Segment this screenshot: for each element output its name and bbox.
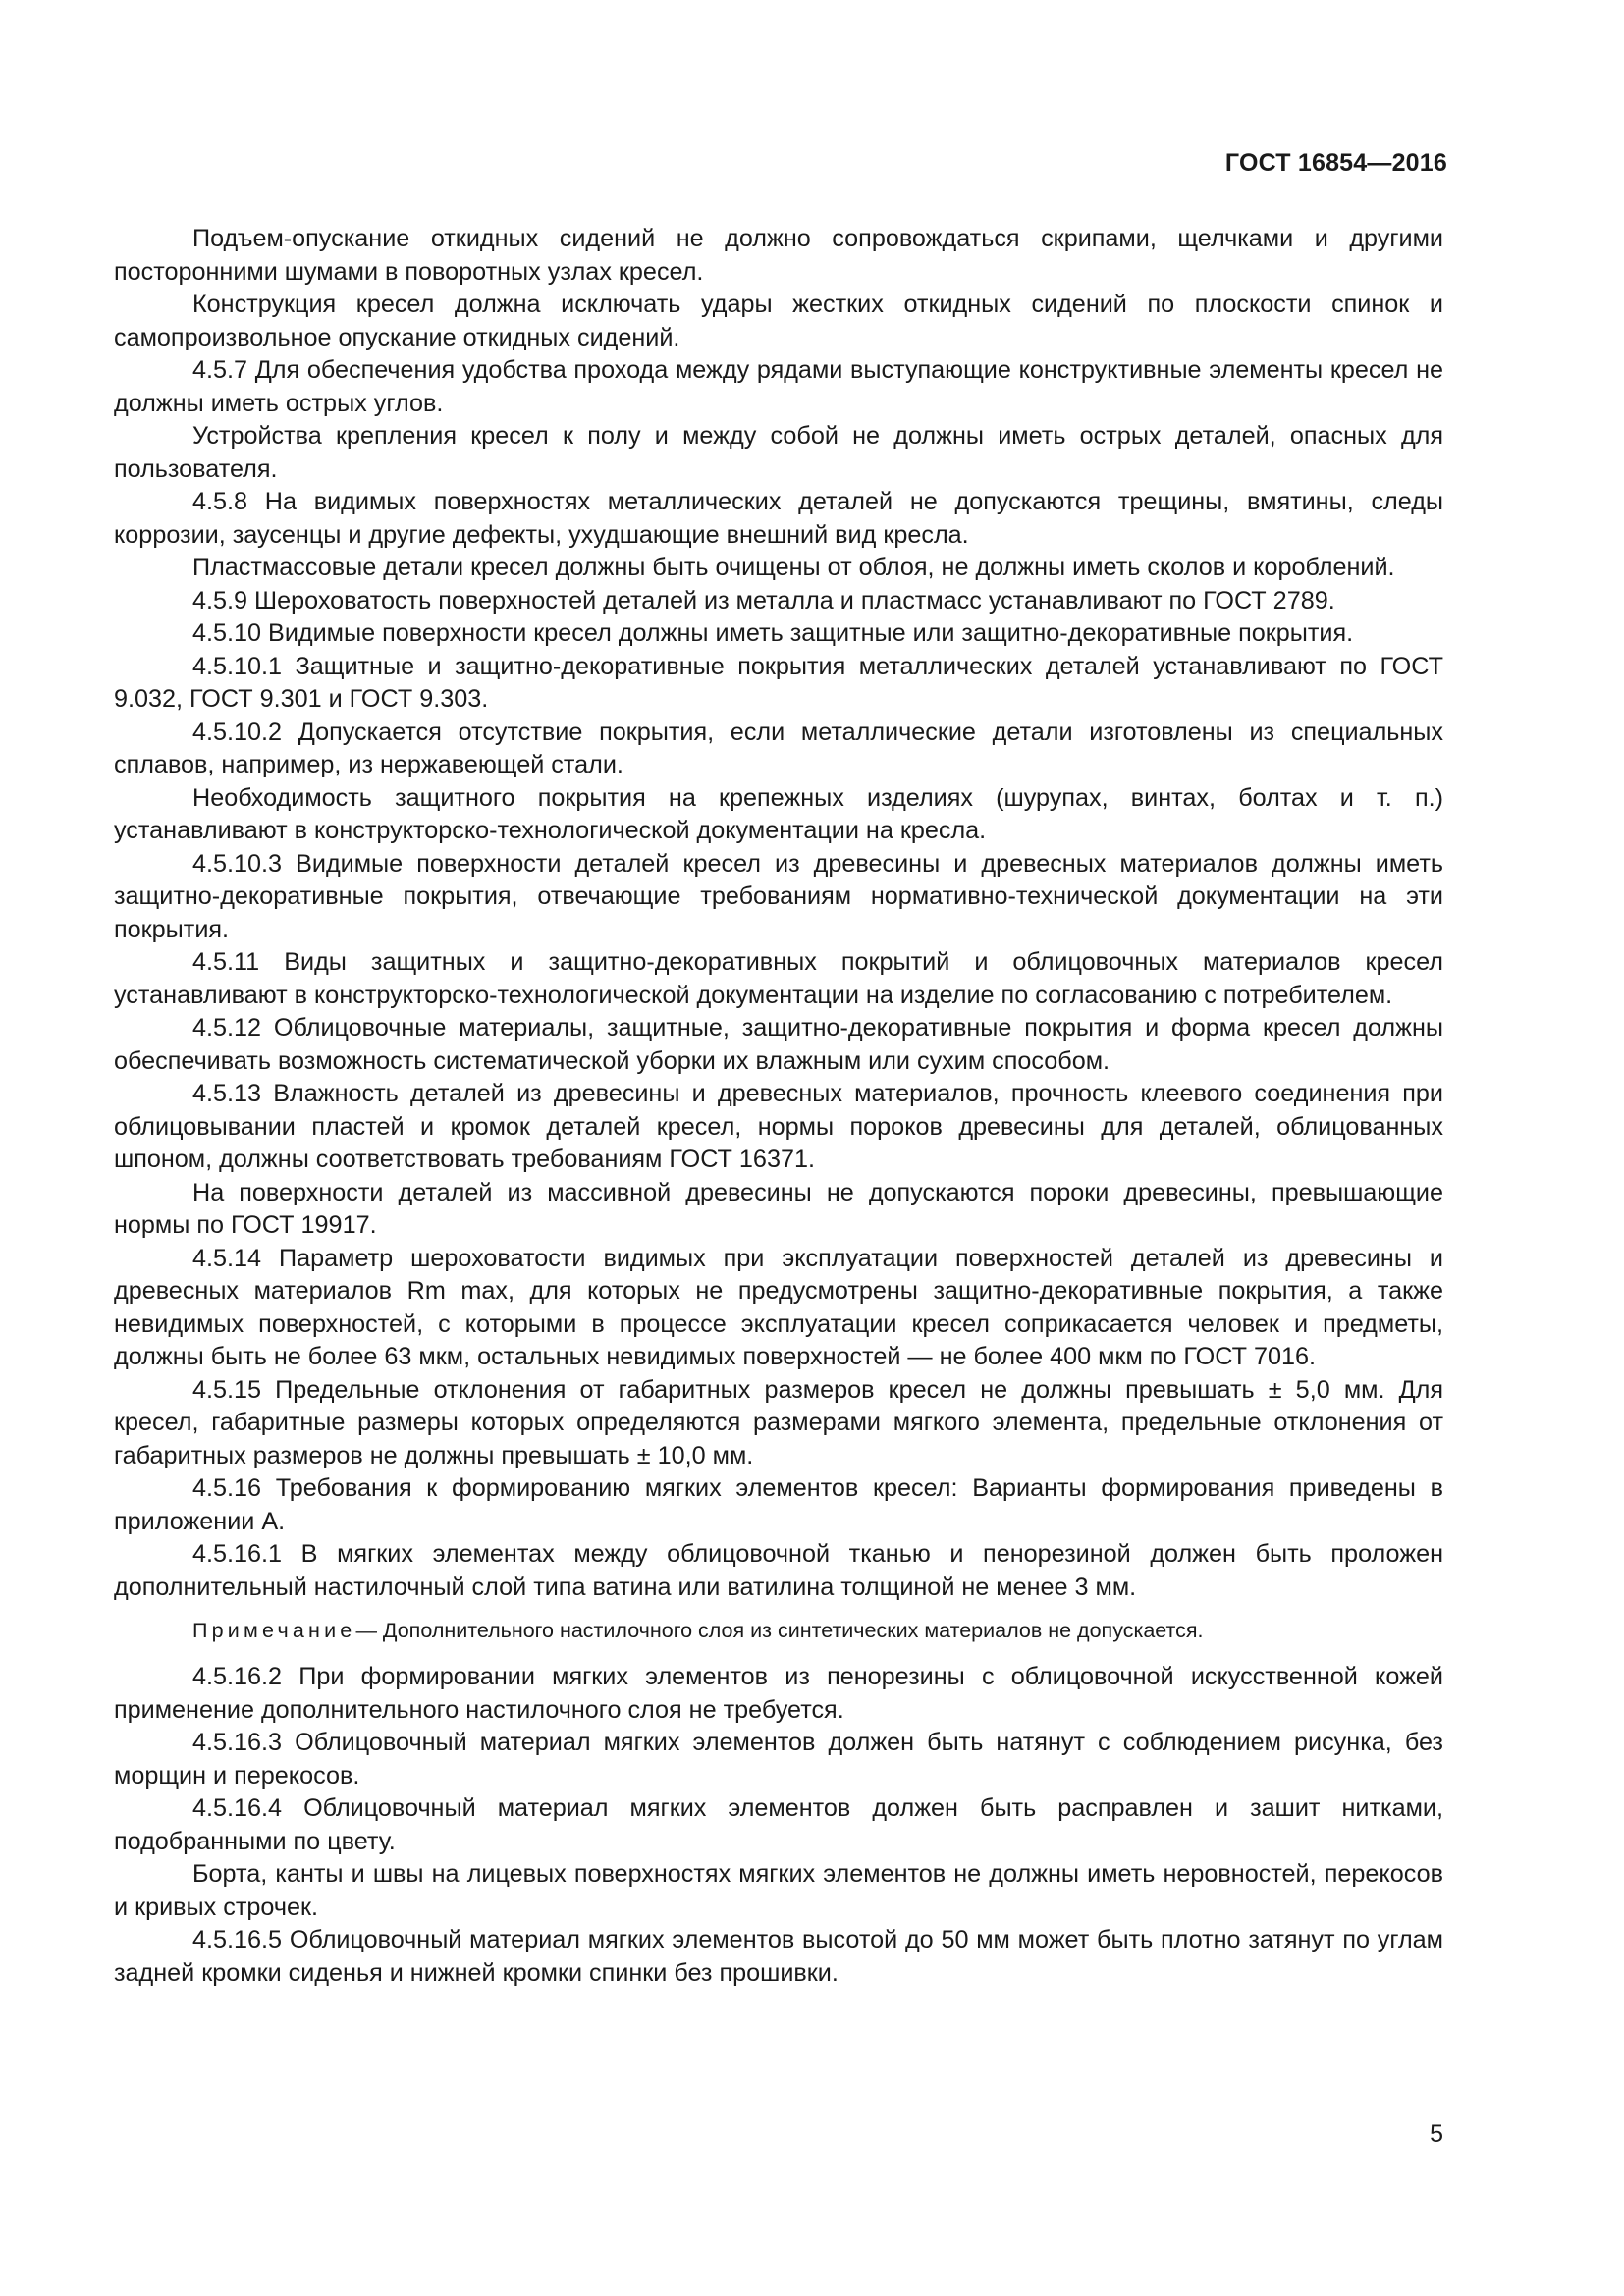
paragraph: 4.5.11 Виды защитных и защитно-декоративных покрытий и облицовочных материалов кресел устанавливают в конструкторско-технологической документации на изделие по согласованию с потребителем. — [114, 948, 1443, 1009]
paragraph: 4.5.8 На видимых поверхностях металлических деталей не допускаются трещины, вмятины, следы коррозии, заусенцы и другие дефекты, ухудшающие внешний вид кресла. — [114, 488, 1443, 549]
paragraph: 4.5.9 Шероховатость поверхностей деталей из металла и пластмасс устанавливают по ГОСТ 2789. — [192, 586, 1335, 614]
paragraph: Конструкция кресел должна исключать удары жестких откидных сидений по плоскости спинок и самопроизвольное опускание откидных сидений. — [114, 291, 1443, 351]
paragraph: 4.5.16.5 Облицовочный материал мягких элементов высотой до 50 мм может быть плотно затянут по углам задней кромки сиденья и нижней кромки спинки без прошивки. — [114, 1926, 1443, 1987]
paragraph: 4.5.16.2 При формировании мягких элементов из пенорезины с облицовочной искусственной кожей применение дополнительного настилочного слоя не требуется. — [114, 1663, 1443, 1724]
paragraph: 4.5.7 Для обеспечения удобства прохода между рядами выступающие конструктивные элементы кресел не должны иметь острых углов. — [114, 356, 1443, 417]
note-text: — Дополнительного настилочного слоя из синтетических материалов не допускается. — [355, 1619, 1204, 1642]
document-body — [114, 223, 1443, 1990]
paragraph: 4.5.10.1 Защитные и защитно-декоративные покрытия металлических деталей устанавливают по ГОСТ 9.032, ГОСТ 9.301 и ГОСТ 9.303. — [114, 652, 1443, 713]
paragraph: 4.5.13 Влажность деталей из древесины и древесных материалов, прочность клеевого соединения при облицовывании пластей и кромок деталей кресел, нормы пороков древесины для деталей, облицованных шпоном, должны соответствовать требованиям ГОСТ 16371. — [114, 1080, 1443, 1173]
paragraph: 4.5.10.2 Допускается отсутствие покрытия, если металлические детали изготовлены из специальных сплавов, например, из нержавеющей стали. — [114, 718, 1443, 778]
paragraph: Устройства крепления кресел к полу и между собой не должны иметь острых деталей, опасных для пользователя. — [114, 422, 1443, 483]
note-label: Примечание — [192, 1619, 356, 1642]
paragraph: Необходимость защитного покрытия на крепежных изделиях (шурупах, винтах, болтах и т. п.) устанавливают в конструкторско-технологической документации на кресла. — [114, 783, 1443, 844]
paragraph: 4.5.16.3 Облицовочный материал мягких элементов должен быть натянут с соблюдением рисунка, без морщин и перекосов. — [114, 1729, 1443, 1789]
paragraph: На поверхности деталей из массивной древесины не допускаются пороки древесины, превышающие нормы по ГОСТ 19917. — [114, 1178, 1443, 1239]
paragraph: 4.5.16.4 Облицовочный материал мягких элементов должен быть расправлен и зашит нитками, подобранными по цвету. — [114, 1794, 1443, 1855]
paragraph: Борта, канты и швы на лицевых поверхностях мягких элементов не должны иметь неровностей, перекосов и кривых строчек. — [114, 1860, 1443, 1921]
paragraph: 4.5.16.1 В мягких элементах между облицовочной тканью и пенорезиной должен быть проложен дополнительный настилочный слой типа ватина или ватилина толщиной не менее 3 мм. — [114, 1540, 1443, 1601]
document-code: ГОСТ 16854—2016 — [1224, 149, 1447, 177]
paragraph: 4.5.10 Видимые поверхности кресел должны иметь защитные или защитно-декоративные покрытия. — [192, 619, 1354, 647]
paragraph: 4.5.12 Облицовочные материалы, защитные, защитно-декоративные покрытия и форма кресел должны обеспечивать возможность систематической уборки их влажным или сухим способом. — [114, 1014, 1443, 1075]
paragraph: Пластмассовые детали кресел должны быть очищены от облоя, не должны иметь сколов и короблений. — [192, 554, 1395, 581]
note — [114, 1616, 1443, 1645]
paragraph: 4.5.16 Требования к формированию мягких элементов кресел: Варианты формирования приведены в приложении А. — [114, 1474, 1443, 1535]
paragraph: 4.5.15 Предельные отклонения от габаритных размеров кресел не должны превышать ± 5,0 мм. Для кресел, габаритные размеры которых определяются размерами мягкого элемента, предельные отклонения от габаритных размеров не должны превышать ± 10,0 мм. — [114, 1375, 1443, 1469]
page-number: 5 — [1430, 2120, 1443, 2148]
paragraph: Подъем-опускание откидных сидений не должно сопровождаться скрипами, щелчками и другими посторонними шумами в поворотных узлах кресел. — [114, 225, 1443, 286]
paragraph: 4.5.14 Параметр шероховатости видимых при эксплуатации поверхностей деталей из древесины и древесных материалов Rm max, для которых не предусмотрены защитно-декоративные покрытия, а также невидимых поверхностей, с которыми в процессе эксплуатации кресел соприкасается человек и предметы, должны быть не более 63 мкм, остальных невидимых поверхностей — не более 400 мкм по ГОСТ 7016. — [114, 1244, 1443, 1370]
paragraph: 4.5.10.3 Видимые поверхности деталей кресел из древесины и древесных материалов должны иметь защитно-декоративные покрытия, отвечающие требованиям нормативно-технической документации на эти покрытия. — [114, 849, 1443, 943]
